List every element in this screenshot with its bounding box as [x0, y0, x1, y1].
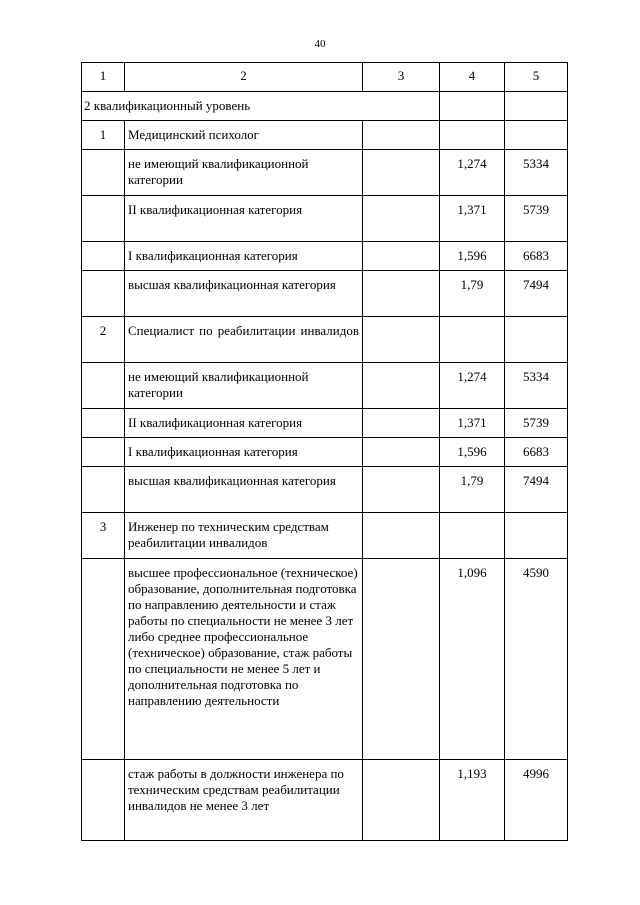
row-number: [82, 242, 125, 271]
row-number: [82, 196, 125, 242]
header-cell: 1: [82, 63, 125, 92]
row-number: [82, 409, 125, 438]
coefficient: 1,274: [440, 363, 505, 409]
header-cell: 2: [125, 63, 363, 92]
row-number: [82, 760, 125, 841]
table-row: [82, 409, 568, 438]
table-row: [82, 467, 568, 513]
table-row: [82, 363, 568, 409]
table-row: [82, 242, 568, 271]
table-row: [82, 438, 568, 467]
salary: 4590: [505, 559, 568, 760]
header-cell: 4: [440, 63, 505, 92]
coefficient: 1,79: [440, 271, 505, 317]
salary: 5739: [505, 409, 568, 438]
coefficient: 1,79: [440, 467, 505, 513]
row-number: [82, 150, 125, 196]
page-number: 40: [314, 38, 326, 50]
position-name: II квалификационная категория: [125, 409, 363, 438]
coefficient: 1,596: [440, 242, 505, 271]
coefficient: [440, 317, 505, 363]
coefficient: 1,371: [440, 196, 505, 242]
table-cell: [505, 92, 568, 121]
salary: 7494: [505, 271, 568, 317]
salary: 5334: [505, 150, 568, 196]
table-cell: [363, 409, 440, 438]
table-cell: [363, 121, 440, 150]
row-number: [82, 363, 125, 409]
position-name: Инженер по техническим средствам реабилитации инвалидов: [125, 513, 363, 559]
salary: [505, 121, 568, 150]
salary: 5334: [505, 363, 568, 409]
coefficient: [440, 121, 505, 150]
row-number: [82, 467, 125, 513]
table-row: [82, 271, 568, 317]
row-number: 1: [82, 121, 125, 150]
table-cell: [363, 467, 440, 513]
table-cell: [363, 559, 440, 760]
salary: 7494: [505, 467, 568, 513]
table-row: [82, 196, 568, 242]
salary: 4996: [505, 760, 568, 841]
salary: 5739: [505, 196, 568, 242]
header-cell: 3: [363, 63, 440, 92]
row-number: [82, 559, 125, 760]
table-cell: [363, 242, 440, 271]
coefficient: 1,193: [440, 760, 505, 841]
table-row: [82, 150, 568, 196]
position-name: высшая квалификационная категория: [125, 467, 363, 513]
table-cell: [363, 150, 440, 196]
position-name: Специалист по реабилитации инвалидов: [125, 317, 363, 363]
section-title: 2 квалификационный уровень: [82, 92, 440, 121]
table-row: [82, 121, 568, 150]
table-cell: [363, 438, 440, 467]
salary: 6683: [505, 242, 568, 271]
table-row: [82, 760, 568, 841]
header-row: [82, 63, 568, 92]
position-name: высшее профессиональное (техническое) образование, дополнительная подготовка по направлению деятельности и стаж работы по специальности не менее 3 лет либо среднее профессиональное (техническое) образование, стаж работы по специальности не менее 5 лет и дополнительная подготовка по направлению деятельности: [125, 559, 363, 760]
table-cell: [363, 317, 440, 363]
position-name: I квалификационная категория: [125, 438, 363, 467]
position-name: стаж работы в должности инженера по техническим средствам реабилитации инвалидов не менее 3 лет: [125, 760, 363, 841]
salary: 6683: [505, 438, 568, 467]
table-row: [82, 559, 568, 760]
position-name: Медицинский психолог: [125, 121, 363, 150]
table-cell: [363, 196, 440, 242]
table-cell: [363, 271, 440, 317]
salary: [505, 513, 568, 559]
coefficient: [440, 513, 505, 559]
position-name: II квалификационная категория: [125, 196, 363, 242]
row-number: [82, 438, 125, 467]
row-number: 3: [82, 513, 125, 559]
position-name: не имеющий квалификационной категории: [125, 363, 363, 409]
table-row: [82, 513, 568, 559]
coefficient: 1,096: [440, 559, 505, 760]
position-name: высшая квалификационная категория: [125, 271, 363, 317]
coefficient: 1,274: [440, 150, 505, 196]
table-cell: [363, 760, 440, 841]
section-row: [82, 92, 568, 121]
table-row: [82, 317, 568, 363]
table-cell: [440, 92, 505, 121]
coefficient: 1,596: [440, 438, 505, 467]
position-name: не имеющий квалификационной категории: [125, 150, 363, 196]
row-number: [82, 271, 125, 317]
position-name: I квалификационная категория: [125, 242, 363, 271]
row-number: 2: [82, 317, 125, 363]
salary: [505, 317, 568, 363]
table-cell: [363, 363, 440, 409]
header-cell: 5: [505, 63, 568, 92]
coefficient: 1,371: [440, 409, 505, 438]
salary-table: [81, 62, 568, 841]
table-cell: [363, 513, 440, 559]
